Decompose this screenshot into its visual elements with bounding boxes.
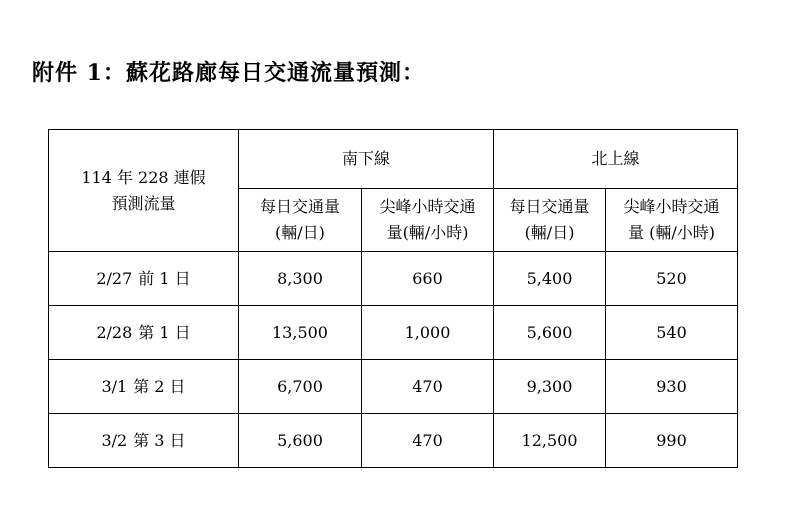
south-peak-cell: 1,000 xyxy=(362,306,494,360)
traffic-forecast-table xyxy=(48,129,738,468)
row-date: 2/27 xyxy=(96,268,133,288)
south-peak-header xyxy=(362,189,494,252)
row-day: 第 3 日 xyxy=(133,430,186,450)
table-row xyxy=(49,360,738,414)
row-label xyxy=(49,252,239,306)
north-peak-cell: 540 xyxy=(606,306,738,360)
north-daily-header-line2: (輛/日) xyxy=(524,223,575,242)
south-daily-cell: 13,500 xyxy=(239,306,362,360)
north-daily-cell: 12,500 xyxy=(494,414,606,468)
south-peak-cell: 470 xyxy=(362,414,494,468)
north-peak-header-line2: 量 (輛/小時) xyxy=(628,223,715,242)
row-date: 3/1 xyxy=(101,376,128,396)
page-title: 附件 1：蘇花路廊每日交通流量預測： xyxy=(32,60,425,86)
south-daily-header-line1: 每日交通量 xyxy=(259,197,340,216)
row-date: 2/28 xyxy=(96,322,133,342)
south-peak-cell: 470 xyxy=(362,360,494,414)
row-day: 第 1 日 xyxy=(138,322,191,342)
north-daily-cell: 5,600 xyxy=(494,306,606,360)
row-day: 前 1 日 xyxy=(138,268,191,288)
south-daily-cell: 5,600 xyxy=(239,414,362,468)
table-header-row xyxy=(49,130,738,189)
north-daily-header-line1: 每日交通量 xyxy=(509,197,590,216)
north-daily-cell: 9,300 xyxy=(494,360,606,414)
south-daily-cell: 8,300 xyxy=(239,252,362,306)
north-peak-cell: 930 xyxy=(606,360,738,414)
south-peak-header-line1: 尖峰小時交通 xyxy=(379,197,476,216)
north-daily-header xyxy=(494,189,606,252)
south-daily-header-line2: (輛/日) xyxy=(275,223,325,242)
table-row xyxy=(49,252,738,306)
north-peak-cell: 520 xyxy=(606,252,738,306)
row-date: 3/2 xyxy=(101,430,128,450)
table-row xyxy=(49,414,738,468)
row-label xyxy=(49,414,239,468)
north-daily-cell: 5,400 xyxy=(494,252,606,306)
row-label xyxy=(49,306,239,360)
corner-header-line2: 預測流量 xyxy=(111,193,176,213)
table-row xyxy=(49,306,738,360)
corner-header-cell xyxy=(49,130,239,252)
southbound-header: 南下線 xyxy=(239,130,494,189)
row-label xyxy=(49,360,239,414)
south-daily-header xyxy=(239,189,362,252)
row-day: 第 2 日 xyxy=(133,376,186,396)
northbound-header: 北上線 xyxy=(494,130,738,189)
south-peak-cell: 660 xyxy=(362,252,494,306)
corner-header-line1: 114 年 228 連假 xyxy=(81,167,206,187)
north-peak-header xyxy=(606,189,738,252)
south-peak-header-line2: 量(輛/小時) xyxy=(386,223,469,242)
south-daily-cell: 6,700 xyxy=(239,360,362,414)
north-peak-cell: 990 xyxy=(606,414,738,468)
north-peak-header-line1: 尖峰小時交通 xyxy=(623,197,720,216)
